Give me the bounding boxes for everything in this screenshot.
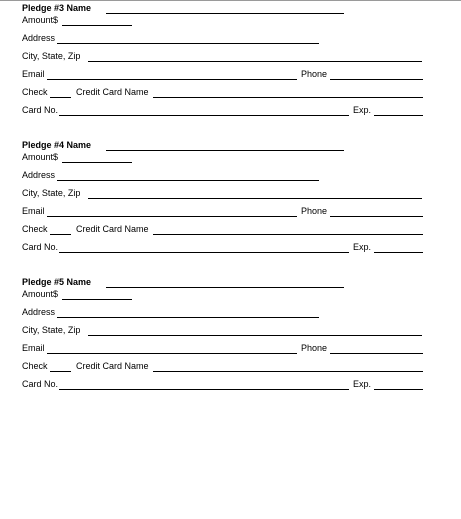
card-exp-row [22,98,432,116]
check-label: Check [22,87,48,97]
check-label: Check [22,361,48,371]
card-number-label: Card No. [22,242,59,252]
email-phone-row [22,199,432,217]
address-field[interactable] [57,308,319,318]
email-field[interactable] [47,70,297,80]
city-state-zip-label: City, State, Zip [22,325,81,335]
amount-field[interactable] [62,290,132,300]
address-field[interactable] [57,34,319,44]
phone-label: Phone [301,343,328,353]
city-state-zip-label: City, State, Zip [22,188,81,198]
exp-field[interactable] [374,243,423,253]
email-label: Email [22,69,45,79]
city-state-zip-label: City, State, Zip [22,51,81,61]
exp-label: Exp. [353,105,372,115]
card-exp-row [22,235,432,253]
city-state-zip-row [22,181,432,199]
pledge-title: Pledge #5 Name [22,277,92,287]
email-phone-row [22,336,432,354]
address-row [22,26,432,44]
card-number-field[interactable] [59,380,349,390]
cc-name-label: Credit Card Name [76,224,149,234]
name-field[interactable] [106,4,344,14]
city-state-zip-row [22,318,432,336]
address-row [22,163,432,181]
card-number-label: Card No. [22,105,59,115]
email-label: Email [22,206,45,216]
email-label: Email [22,343,45,353]
cc-name-field[interactable] [153,88,423,98]
check-cc-row [22,354,432,372]
card-exp-row [22,372,432,390]
amount-label: Amount$ [22,15,59,25]
phone-field[interactable] [330,207,423,217]
check-field[interactable] [50,362,71,372]
pledge-block-5 [22,274,432,390]
phone-label: Phone [301,69,328,79]
amount-label: Amount$ [22,289,59,299]
name-field[interactable] [106,141,344,151]
pledge-title: Pledge #4 Name [22,140,92,150]
name-row [22,274,432,288]
amount-field[interactable] [62,153,132,163]
name-row [22,137,432,151]
card-number-field[interactable] [59,243,349,253]
pledge-block-4 [22,137,432,253]
exp-label: Exp. [353,242,372,252]
pledge-block-3 [22,0,432,116]
cc-name-field[interactable] [153,225,423,235]
amount-field[interactable] [62,16,132,26]
phone-field[interactable] [330,344,423,354]
check-field[interactable] [50,88,71,98]
address-label: Address [22,170,56,180]
card-number-label: Card No. [22,379,59,389]
phone-field[interactable] [330,70,423,80]
check-cc-row [22,80,432,98]
check-cc-row [22,217,432,235]
address-label: Address [22,307,56,317]
amount-row [22,288,432,300]
check-field[interactable] [50,225,71,235]
card-number-field[interactable] [59,106,349,116]
city-state-zip-row [22,44,432,62]
exp-label: Exp. [353,379,372,389]
amount-label: Amount$ [22,152,59,162]
phone-label: Phone [301,206,328,216]
city-state-zip-field[interactable] [88,52,422,62]
cc-name-label: Credit Card Name [76,361,149,371]
cc-name-field[interactable] [153,362,423,372]
exp-field[interactable] [374,106,423,116]
email-phone-row [22,62,432,80]
city-state-zip-field[interactable] [88,189,422,199]
address-field[interactable] [57,171,319,181]
amount-row [22,14,432,26]
check-label: Check [22,224,48,234]
city-state-zip-field[interactable] [88,326,422,336]
email-field[interactable] [47,344,297,354]
exp-field[interactable] [374,380,423,390]
name-row [22,0,432,14]
cc-name-label: Credit Card Name [76,87,149,97]
name-field[interactable] [106,278,344,288]
address-label: Address [22,33,56,43]
pledge-title: Pledge #3 Name [22,3,92,13]
amount-row [22,151,432,163]
address-row [22,300,432,318]
email-field[interactable] [47,207,297,217]
